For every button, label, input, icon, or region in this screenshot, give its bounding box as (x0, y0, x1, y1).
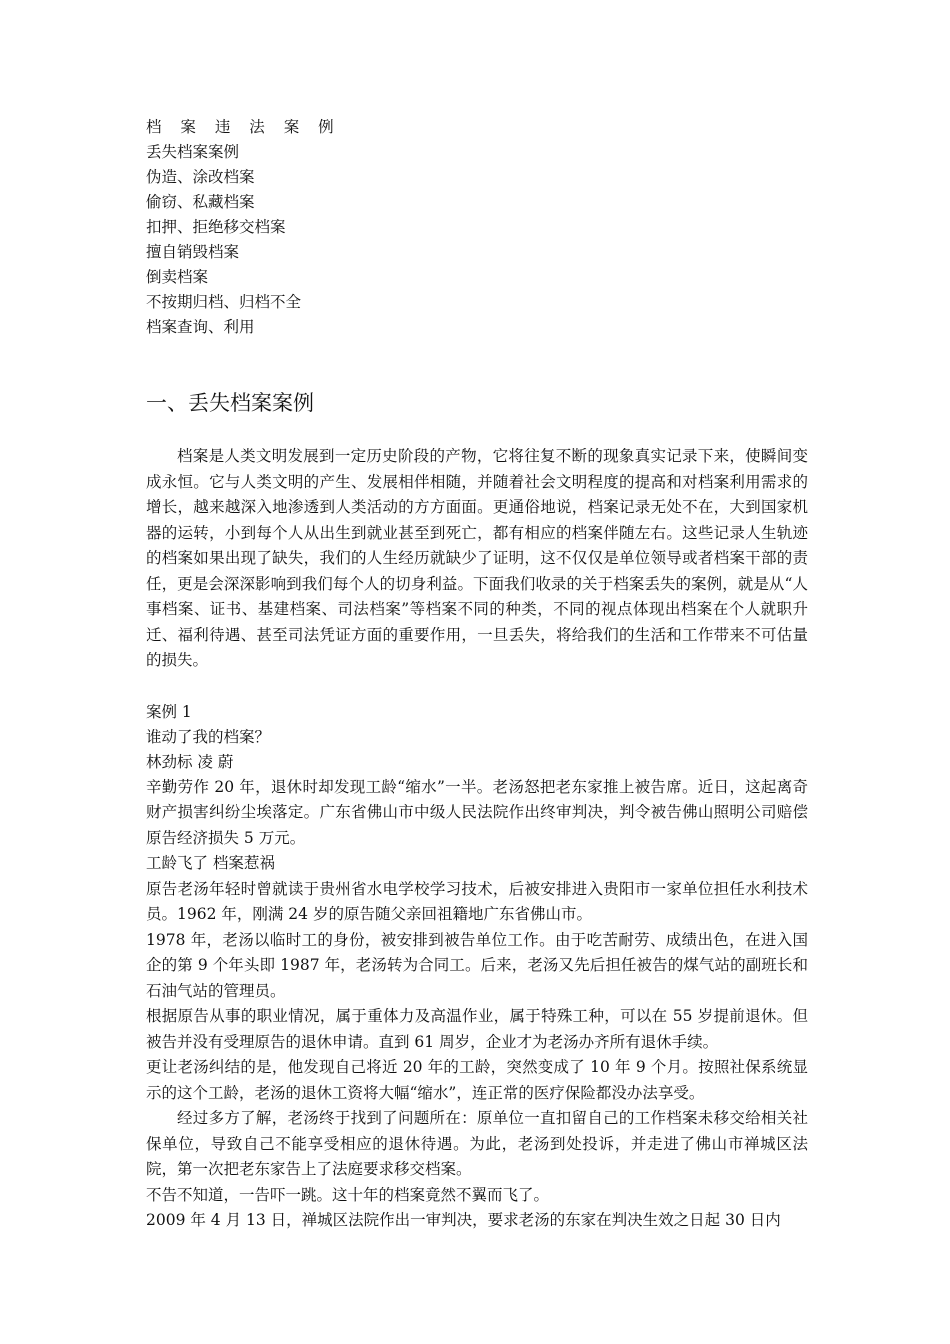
toc-item: 丢失档案案例 (146, 143, 240, 161)
case-paragraph: 经过多方了解，老汤终于找到了问题所在：原单位一直扣留自己的工作档案未移交给相关社保单位，导致自己不能享受相应的退休待遇。为此，老汤到处投诉，并走进了佛山市禅城区法院，第一次把老东家告上了法庭要求移交档案。 (146, 1109, 808, 1178)
toc-item: 不按期归档、归档不全 (146, 293, 302, 311)
toc-item: 档案查询、利用 (146, 318, 255, 336)
case-paragraph: 更让老汤纠结的是，他发现自己将近 20 年的工龄，突然变成了 10 年 9 个月。按照社保系统显示的这个工龄，老汤的退休工资将大幅“缩水”，连正常的医疗保险都没办法享受。 (146, 1058, 808, 1102)
toc-item: 伪造、涂改档案 (146, 168, 255, 186)
toc-item: 扣押、拒绝移交档案 (146, 218, 286, 236)
document-page (146, 115, 808, 1234)
case-paragraph: 根据原告从事的职业情况，属于重体力及高温作业，属于特殊工种，可以在 55 岁提前退休。但被告并没有受理原告的退休申请。直到 61 周岁，企业才为老汤办齐所有退休手续。 (146, 1007, 808, 1051)
case-label: 案例 1 (146, 702, 192, 721)
case-paragraph: 不告不知道，一告吓一跳。这十年的档案竟然不翼而飞了。 (146, 1185, 550, 1204)
case-1 (146, 700, 808, 1234)
intro-paragraph: 档案是人类文明发展到一定历史阶段的产物，它将往复不断的现象真实记录下来，使瞬间变成永恒。它与人类文明的产生、发展相伴相随，并随着社会文明程度的提高和对档案利用需求的增长，越来越深入地渗透到人类活动的方方面面。更通俗地说，档案记录无处不在，大到国家机器的运转，小到每个人从出生到就业甚至到死亡，都有相应的档案伴随左右。这些记录人生轨迹的档案如果出现了缺失，我们的人生经历就缺少了证明，这不仅仅是单位领导或者档案干部的责任，更是会深深影响到我们每个人的切身利益。下面我们收录的关于档案丢失的案例，就是从“人事档案、证书、基建档案、司法档案”等档案不同的种类，不同的视点体现出档案在个人就职升迁、福利待遇、甚至司法凭证方面的重要作用，一旦丢失，将给我们的生活和工作带来不可估量的损失。 (146, 447, 808, 669)
toc-item: 擅自销毁档案 (146, 243, 240, 261)
toc-item: 倒卖档案 (146, 268, 209, 286)
section-heading: 一、丢失档案案例 (146, 391, 314, 415)
case-title: 谁动了我的档案？ (146, 727, 271, 746)
case-paragraph: 2009 年 4 月 13 日，禅城区法院作出一审判决，要求老汤的东家在判决生效之日起 30 日内 (146, 1211, 781, 1229)
toc-title: 档 案 违 法 案 例 (146, 118, 341, 136)
case-authors: 林劲标 凌 蔚 (146, 752, 234, 771)
toc (146, 115, 808, 340)
case-paragraph: 原告老汤年轻时曾就读于贵州省水电学校学习技术，后被安排进入贵阳市一家单位担任水利技术员。1962 年，刚满 24 岁的原告随父亲回祖籍地广东省佛山市。 (146, 879, 808, 923)
toc-item: 偷窃、私藏档案 (146, 193, 255, 211)
case-paragraph: 辛勤劳作 20 年，退休时却发现工龄“缩水”一半。老汤怒把老东家推上被告席。近日，这起离奇财产损害纠纷尘埃落定。广东省佛山市中级人民法院作出终审判决，判令被告佛山照明公司赔偿原告经济损失 5 万元。 (146, 777, 808, 847)
case-subheading: 工龄飞了 档案惹祸 (146, 854, 275, 872)
case-paragraph: 1978 年，老汤以临时工的身份，被安排到被告单位工作。由于吃苦耐劳、成绩出色，在进入国企的第 9 个年头即 1987 年，老汤转为合同工。后来，老汤又先后担任被告的煤气站的副班长和石油气站的管理员。 (146, 930, 808, 1000)
